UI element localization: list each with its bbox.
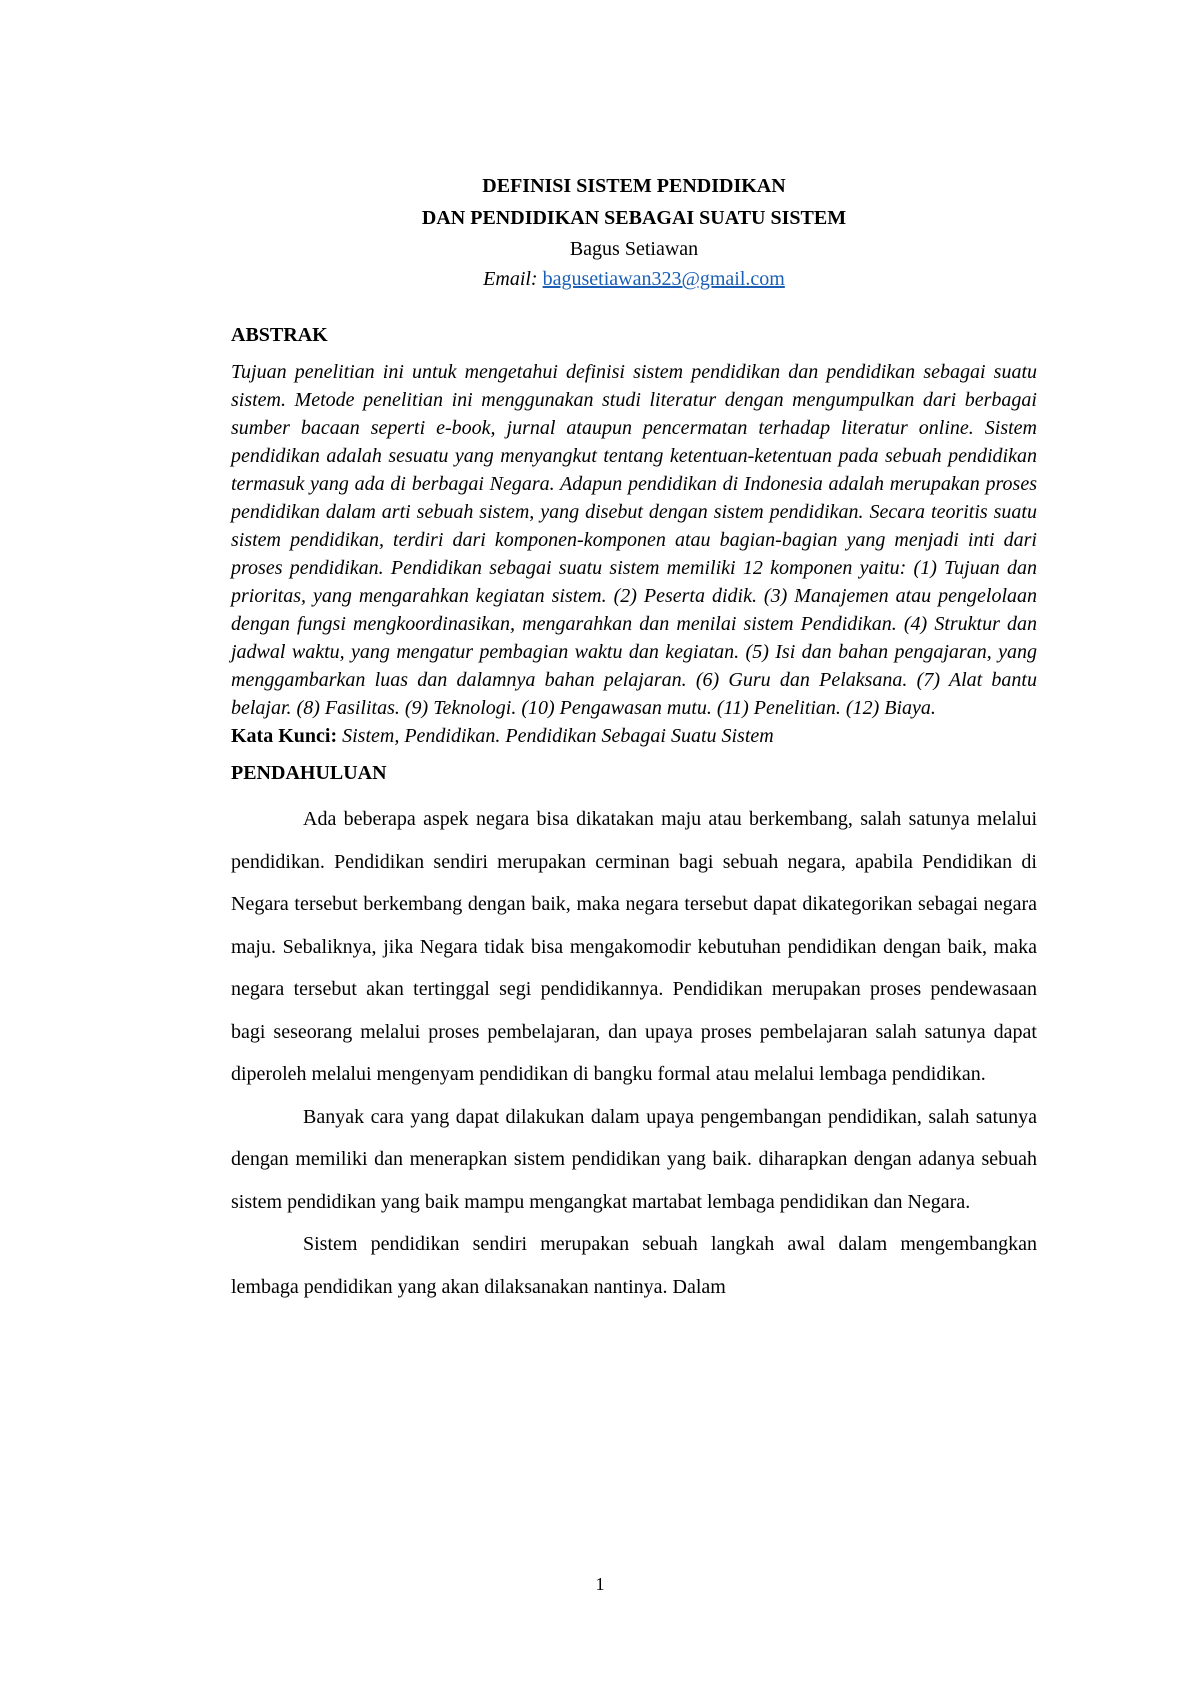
introduction-heading: PENDAHULUAN [231,762,387,784]
keywords-line [231,722,1037,750]
keywords-value: Sistem, Pendidikan. Pendidikan Sebagai Suatu Sistem [342,725,774,747]
introduction-paragraph-3: Sistem pendidikan sendiri merupakan sebuah langkah awal dalam mengembangkan lembaga pendidikan yang akan dilaksanakan nantinya. Dalam [231,1233,1037,1298]
page-number: 1 [595,1574,605,1594]
email-link[interactable]: bagusetiawan323@gmail.com [542,268,785,290]
abstract-heading: ABSTRAK [231,324,328,346]
page-content [231,170,1037,1308]
title-line-2: DAN PENDIDIKAN SEBAGAI SUATU SISTEM [421,207,847,229]
email-label: Email: [483,268,538,290]
keywords-label: Kata Kunci: [231,725,338,747]
author-name: Bagus Setiawan [569,238,699,260]
introduction-paragraph-1: Ada beberapa aspek negara bisa dikatakan maju atau berkembang, salah satunya melalui pendidikan. Pendidikan sendiri merupakan cerminan bagi sebuah negara, apabila Pendidikan di Negara tersebut berkembang dengan baik, maka negara tersebut dapat dikategorikan sebagai negara maju. Sebaliknya, jika Negara tidak bisa mengakomodir kebutuhan pendidikan dengan baik, maka negara tersebut akan tertinggal segi pendidikannya. Pendidikan merupakan proses pendewasaan bagi seseorang melalui proses pembelajaran, dan upaya proses pembelajaran salah satunya dapat diperoleh melalui mengenyam pendidikan di bangku formal atau melalui lembaga pendidikan. [231,808,1037,1085]
title-line-1: DEFINISI SISTEM PENDIDIKAN [482,175,786,197]
introduction-paragraph-2: Banyak cara yang dapat dilakukan dalam upaya pengembangan pendidikan, salah satunya dengan memiliki dan menerapkan sistem pendidikan yang baik. diharapkan dengan adanya sebuah sistem pendidikan yang baik mampu mengangkat martabat lembaga pendidikan dan Negara. [231,1105,1037,1213]
author-email-line [231,264,1037,294]
abstract-text: Tujuan penelitian ini untuk mengetahui definisi sistem pendidikan dan pendidikan sebagai suatu sistem. Metode penelitian ini menggunakan studi literatur dengan mengumpulkan dari berbagai sumber bacaan seperti e-book, jurnal ataupun pencermatan terhadap literatur online. Sistem pendidikan adalah sesuatu yang menyangkut tentang ketentuan-ketentuan pada sebuah pendidikan termasuk yang ada di berbagai Negara. Adapun pendidikan di Indonesia adalah merupakan proses pendidikan dalam arti sebuah sistem, yang disebut dengan sistem pendidikan. Secara teoritis suatu sistem pendidikan, terdiri dari komponen-komponen atau bagian-bagian yang menjadi inti dari proses pendidikan. Pendidikan sebagai suatu sistem memiliki 12 komponen yaitu: (1) Tujuan dan prioritas, yang mengarahkan kegiatan sistem. (2) Peserta didik. (3) Manajemen atau pengelolaan dengan fungsi mengkoordinasikan, mengarahkan dan menilai sistem Pendidikan. (4) Struktur dan jadwal waktu, yang mengatur pembagian waktu dan kegiatan. (5) Isi dan bahan pengajaran, yang menggambarkan luas dan dalamnya bahan pelajaran. (6) Guru dan Pelaksana. (7) Alat bantu belajar. (8) Fasilitas. (9) Teknologi. (10) Pengawasan mutu. (11) Penelitian. (12) Biaya. [231,361,1037,719]
